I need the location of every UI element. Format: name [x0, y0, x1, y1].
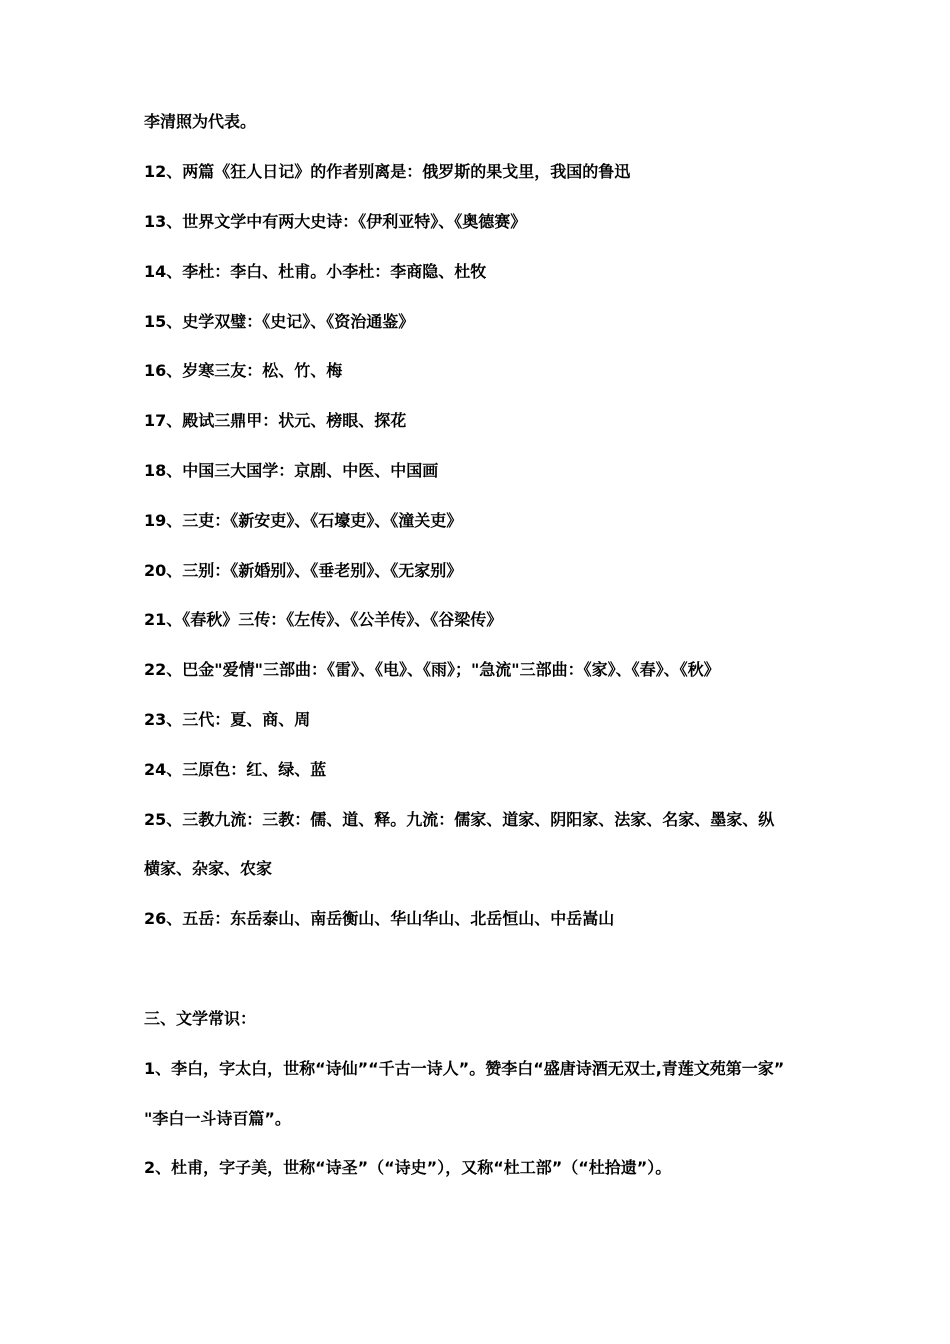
text-line-17: 17、殿试三鼎甲：状元、榜眼、探花 [144, 411, 407, 430]
text-line-26: 26、五岳：东岳泰山、南岳衡山、华山华山、北岳恒山、中岳嵩山 [144, 909, 615, 928]
text-line-23: 23、三代：夏、商、周 [144, 710, 311, 729]
section-heading-literature: 三、文学常识： [144, 1009, 257, 1028]
text-line-21: 21、《春秋》三传：《左传》、《公羊传》、《谷梁传》 [144, 610, 503, 629]
text-line-22: 22、巴金"爱情"三部曲：《雷》、《电》、《雨》；"急流"三部曲：《家》、《春》、《秋》 [144, 660, 720, 679]
text-line-16: 16、岁寒三友：松、竹、梅 [144, 361, 343, 380]
text-line-li-bai-continued: "李白一斗诗百篇”。 [144, 1109, 291, 1128]
text-line-li-qingzhao: 李清照为代表。 [144, 112, 257, 131]
text-line-12: 12、两篇《狂人日记》的作者别离是：俄罗斯的果戈里，我国的鲁迅 [144, 162, 631, 181]
text-line-15: 15、史学双璧：《史记》、《资治通鉴》 [144, 312, 415, 331]
text-line-25-continued: 横家、杂家、农家 [144, 859, 273, 878]
text-line-25: 25、三教九流：三教：儒、道、释。九流：儒家、道家、阴阳家、法家、名家、墨家、纵 [144, 810, 775, 829]
text-line-li-bai: 1、李白，字太白，世称“诗仙”“千古一诗人”。赞李白“盛唐诗酒无双士,青莲文苑第一家” [144, 1059, 785, 1078]
text-line-14: 14、李杜：李白、杜甫。小李杜：李商隐、杜牧 [144, 262, 487, 281]
text-line-24: 24、三原色：红、绿、蓝 [144, 760, 327, 779]
text-line-du-fu: 2、杜甫，字子美，世称“诗圣”（“诗史”），又称“杜工部”（“杜拾遗”）。 [144, 1158, 672, 1177]
text-line-20: 20、三别：《新婚别》、《垂老别》、《无家别》 [144, 561, 463, 580]
text-line-13: 13、世界文学中有两大史诗：《伊利亚特》、《奥德赛》 [144, 212, 527, 231]
text-line-18: 18、中国三大国学：京剧、中医、中国画 [144, 461, 439, 480]
text-line-19: 19、三吏：《新安吏》、《石壕吏》、《潼关吏》 [144, 511, 463, 530]
